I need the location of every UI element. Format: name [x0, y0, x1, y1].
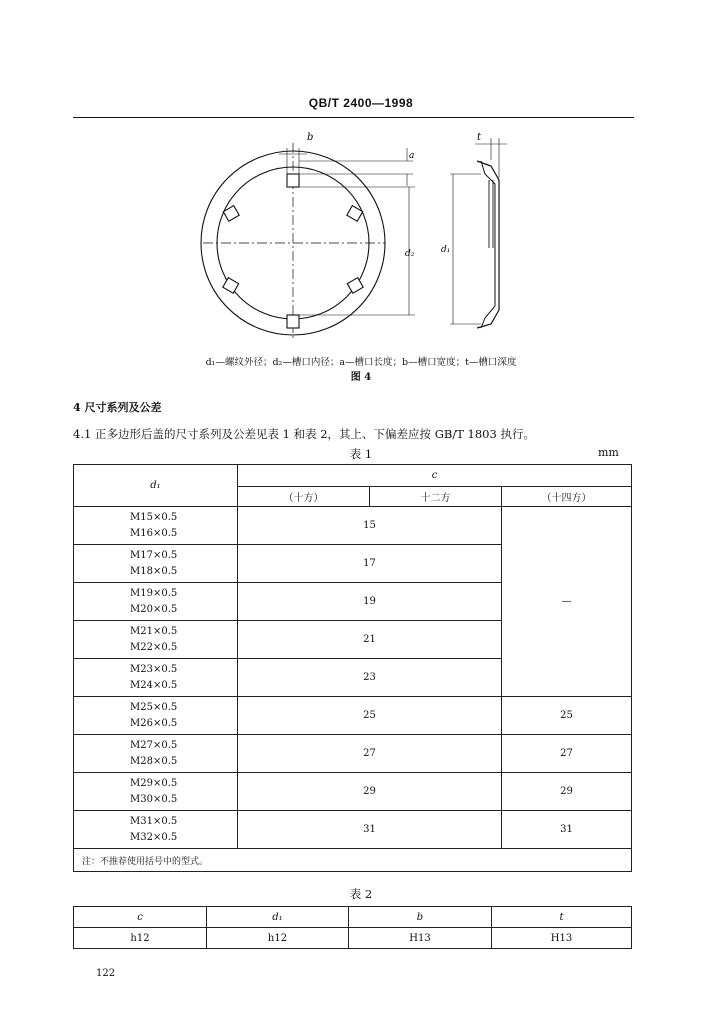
table2-value-d1: h12 [207, 928, 349, 949]
c14-value-cell: 29 [502, 773, 632, 811]
dim-a-label: a [409, 151, 415, 161]
thread-size-cell: M19×0.5 M20×0.5 [74, 583, 238, 621]
table-row [74, 697, 632, 735]
table2-value-t: H13 [492, 928, 632, 949]
figure-caption: 图 4 [350, 372, 372, 383]
table1-header-c: c [238, 465, 632, 487]
table-1 [73, 464, 632, 872]
c-value-cell: 25 [238, 697, 502, 735]
c-value-cell: 29 [238, 773, 502, 811]
thread-size-cell: M15×0.5 M16×0.5 [74, 507, 238, 545]
table2-caption: 表 2 [349, 887, 373, 901]
c14-value-cell: 31 [502, 811, 632, 849]
table1-unit: mm [598, 446, 619, 459]
dim-b-label: b [307, 132, 314, 143]
running-header: QB/T 2400—1998 [308, 96, 414, 110]
table1-caption: 表 1 [349, 447, 373, 461]
c-value-cell: 23 [238, 659, 502, 697]
c-value-cell: 19 [238, 583, 502, 621]
table1-note: 注：不推荐使用括号中的型式。 [74, 849, 632, 872]
thread-size-cell: M31×0.5 M32×0.5 [74, 811, 238, 849]
table1-subheader-14: （十四方） [502, 487, 632, 507]
thread-size-cell: M29×0.5 M30×0.5 [74, 773, 238, 811]
c-value-cell: 31 [238, 811, 502, 849]
dim-d1-label: d₁ [441, 245, 451, 255]
dim-t-label: t [477, 132, 482, 143]
thread-size-cell: M23×0.5 M24×0.5 [74, 659, 238, 697]
c-value-cell: 21 [238, 621, 502, 659]
table2-header-c: c [74, 907, 207, 928]
c14-value-cell: 27 [502, 735, 632, 773]
table1-subheader-12: 十二方 [370, 487, 502, 507]
thread-size-cell: M21×0.5 M22×0.5 [74, 621, 238, 659]
table-2 [73, 906, 632, 949]
table-row [74, 811, 632, 849]
thread-size-cell: M17×0.5 M18×0.5 [74, 545, 238, 583]
table-row [74, 507, 632, 545]
table2-value-c: h12 [74, 928, 207, 949]
c14-value-cell: 25 [502, 697, 632, 735]
table2-header-t: t [492, 907, 632, 928]
thread-size-cell: M25×0.5 M26×0.5 [74, 697, 238, 735]
table1-header-d1: d₁ [74, 465, 238, 507]
table2-header-b: b [349, 907, 492, 928]
header-rule [73, 117, 634, 118]
clause-4-1-text: 4.1 正多边形后盖的尺寸系列及公差见表 1 和表 2，其上、下偏差应按 GB/T 1803 执行。 [73, 427, 535, 441]
dim-d2-label: d₂ [405, 249, 415, 259]
table2-value-b: H13 [349, 928, 492, 949]
figure-legend: d₁—螺纹外径；d₂—槽口内径；a—槽口长度；b—槽口宽度；t—槽口深度 [205, 357, 517, 368]
c-value-cell: 17 [238, 545, 502, 583]
c-value-cell: 15 [238, 507, 502, 545]
table2-header-d1: d₁ [207, 907, 349, 928]
c14-dash-cell: — [502, 507, 632, 697]
page-number: 122 [96, 968, 116, 979]
thread-size-cell: M27×0.5 M28×0.5 [74, 735, 238, 773]
c-value-cell: 27 [238, 735, 502, 773]
table-row [74, 735, 632, 773]
table1-subheader-10: （十方） [238, 487, 370, 507]
section-heading: 4 尺寸系列及公差 [73, 401, 162, 414]
figure-4-drawing [195, 128, 535, 346]
table-row [74, 773, 632, 811]
